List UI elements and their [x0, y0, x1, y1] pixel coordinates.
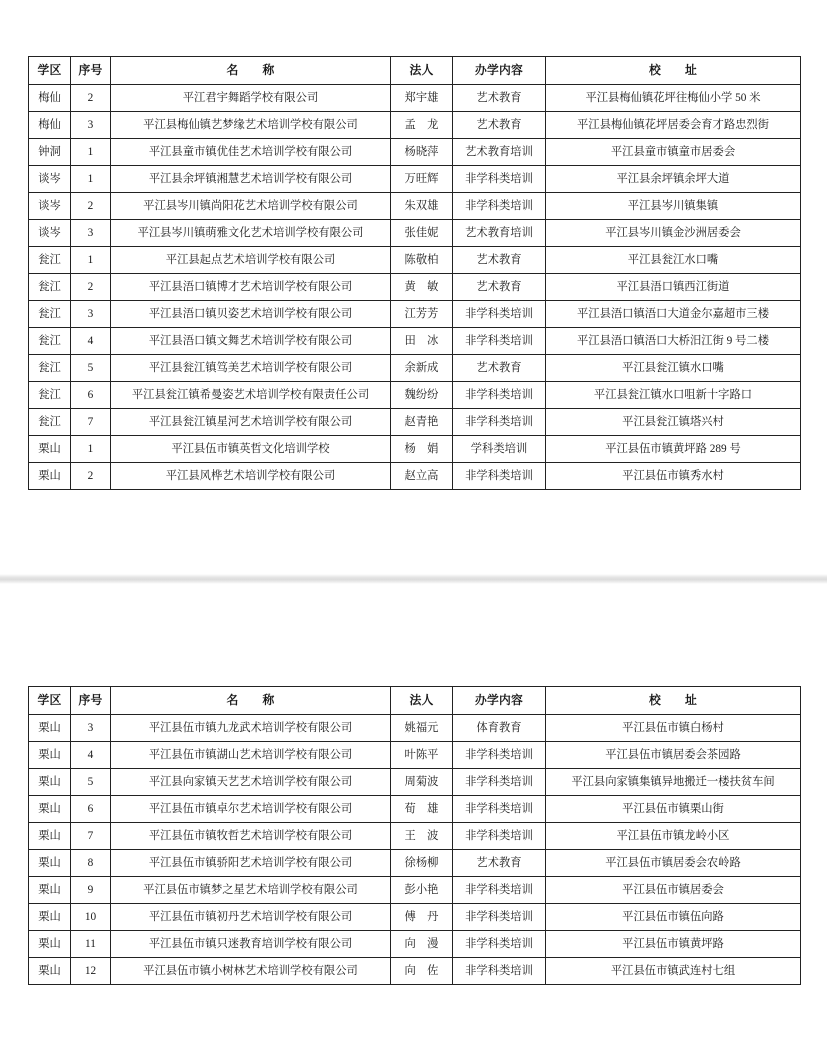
column-header-district: 学区 — [29, 687, 71, 715]
cell-address: 平江县伍市镇黄坪路 — [546, 931, 801, 958]
cell-district: 瓮江 — [29, 355, 71, 382]
cell-seq: 2 — [71, 274, 111, 301]
registration-table-2 — [28, 686, 801, 985]
cell-seq: 3 — [71, 301, 111, 328]
cell-content: 非学科类培训 — [453, 382, 546, 409]
table-row — [29, 931, 801, 958]
cell-name: 平江县伍市镇英哲文化培训学校 — [111, 436, 391, 463]
cell-district: 栗山 — [29, 796, 71, 823]
cell-legal: 江芳芳 — [391, 301, 453, 328]
cell-content: 非学科类培训 — [453, 301, 546, 328]
cell-district: 瓮江 — [29, 409, 71, 436]
cell-seq: 12 — [71, 958, 111, 985]
cell-name: 平江县岑川镇萌雅文化艺术培训学校有限公司 — [111, 220, 391, 247]
cell-content: 非学科类培训 — [453, 823, 546, 850]
cell-seq: 5 — [71, 769, 111, 796]
cell-legal: 周菊波 — [391, 769, 453, 796]
cell-address: 平江县岑川镇金沙洲居委会 — [546, 220, 801, 247]
cell-name: 平江县梅仙镇艺梦缘艺术培训学校有限公司 — [111, 112, 391, 139]
cell-address: 平江县瓮江镇水口咀新十字路口 — [546, 382, 801, 409]
table-row — [29, 382, 801, 409]
cell-name: 平江县瓮江镇笃美艺术培训学校有限公司 — [111, 355, 391, 382]
table-row — [29, 355, 801, 382]
cell-content: 非学科类培训 — [453, 904, 546, 931]
column-header-seq: 序号 — [71, 57, 111, 85]
cell-address: 平江县梅仙镇花坪往梅仙小学 50 米 — [546, 85, 801, 112]
cell-name: 平江县向家镇天艺艺术培训学校有限公司 — [111, 769, 391, 796]
column-header-address: 校 址 — [546, 687, 801, 715]
cell-district: 栗山 — [29, 436, 71, 463]
cell-name: 平江县童市镇优佳艺术培训学校有限公司 — [111, 139, 391, 166]
cell-district: 瓮江 — [29, 328, 71, 355]
cell-district: 瓮江 — [29, 382, 71, 409]
cell-legal: 郑宇雄 — [391, 85, 453, 112]
cell-name: 平江县起点艺术培训学校有限公司 — [111, 247, 391, 274]
cell-address: 平江县伍市镇居委会茶园路 — [546, 742, 801, 769]
cell-legal: 向 佐 — [391, 958, 453, 985]
cell-seq: 1 — [71, 166, 111, 193]
cell-content: 非学科类培训 — [453, 328, 546, 355]
cell-district: 梅仙 — [29, 85, 71, 112]
cell-district: 瓮江 — [29, 301, 71, 328]
table-row — [29, 301, 801, 328]
table-row — [29, 409, 801, 436]
cell-name: 平江县浯口镇博才艺术培训学校有限公司 — [111, 274, 391, 301]
cell-seq: 8 — [71, 850, 111, 877]
cell-content: 艺术教育 — [453, 355, 546, 382]
cell-address: 平江县瓮江水口嘴 — [546, 247, 801, 274]
table-row — [29, 904, 801, 931]
cell-address: 平江县余坪镇余坪大道 — [546, 166, 801, 193]
cell-district: 栗山 — [29, 904, 71, 931]
cell-content: 艺术教育 — [453, 112, 546, 139]
table-row — [29, 742, 801, 769]
cell-district: 栗山 — [29, 877, 71, 904]
table-body-1 — [29, 85, 801, 490]
cell-legal: 魏纷纷 — [391, 382, 453, 409]
cell-seq: 6 — [71, 796, 111, 823]
cell-address: 平江县伍市镇龙岭小区 — [546, 823, 801, 850]
cell-name: 平江县伍市镇牧哲艺术培训学校有限公司 — [111, 823, 391, 850]
cell-content: 非学科类培训 — [453, 742, 546, 769]
column-header-name: 名 称 — [111, 57, 391, 85]
cell-district: 栗山 — [29, 463, 71, 490]
cell-address: 平江县伍市镇黄坪路 289 号 — [546, 436, 801, 463]
cell-name: 平江县余坪镇湘慧艺术培训学校有限公司 — [111, 166, 391, 193]
column-header-legal: 法人 — [391, 57, 453, 85]
table-row — [29, 436, 801, 463]
cell-address: 平江县伍市镇武连村七组 — [546, 958, 801, 985]
cell-name: 平江县伍市镇湖山艺术培训学校有限公司 — [111, 742, 391, 769]
cell-address: 平江县伍市镇居委会农岭路 — [546, 850, 801, 877]
column-header-name: 名 称 — [111, 687, 391, 715]
table-section-page-2 — [28, 686, 800, 985]
cell-content: 体育教育 — [453, 715, 546, 742]
table-row — [29, 958, 801, 985]
cell-legal: 张佳妮 — [391, 220, 453, 247]
cell-content: 艺术教育 — [453, 274, 546, 301]
cell-content: 非学科类培训 — [453, 769, 546, 796]
cell-legal: 余新成 — [391, 355, 453, 382]
cell-name: 平江县伍市镇小树林艺术培训学校有限公司 — [111, 958, 391, 985]
cell-name: 平江县岑川镇尚阳花艺术培训学校有限公司 — [111, 193, 391, 220]
cell-name: 平江县瓮江镇星河艺术培训学校有限公司 — [111, 409, 391, 436]
cell-seq: 10 — [71, 904, 111, 931]
table-row — [29, 328, 801, 355]
cell-legal: 向 漫 — [391, 931, 453, 958]
table-row — [29, 139, 801, 166]
table-row — [29, 877, 801, 904]
cell-seq: 2 — [71, 85, 111, 112]
cell-seq: 4 — [71, 328, 111, 355]
cell-district: 栗山 — [29, 931, 71, 958]
cell-content: 非学科类培训 — [453, 193, 546, 220]
cell-district: 谈岑 — [29, 220, 71, 247]
table-header-1 — [29, 57, 801, 85]
cell-seq: 1 — [71, 436, 111, 463]
cell-content: 艺术教育 — [453, 247, 546, 274]
cell-district: 栗山 — [29, 958, 71, 985]
cell-legal: 黄 敏 — [391, 274, 453, 301]
table-row — [29, 193, 801, 220]
column-header-content: 办学内容 — [453, 687, 546, 715]
cell-legal: 姚福元 — [391, 715, 453, 742]
cell-seq: 1 — [71, 139, 111, 166]
table-row — [29, 796, 801, 823]
cell-seq: 4 — [71, 742, 111, 769]
cell-legal: 叶陈平 — [391, 742, 453, 769]
cell-address: 平江县梅仙镇花坪居委会育才路忠烈街 — [546, 112, 801, 139]
cell-legal: 朱双雄 — [391, 193, 453, 220]
cell-name: 平江县伍市镇初丹艺术培训学校有限公司 — [111, 904, 391, 931]
column-header-content: 办学内容 — [453, 57, 546, 85]
column-header-district: 学区 — [29, 57, 71, 85]
cell-address: 平江县伍市镇伍向路 — [546, 904, 801, 931]
cell-seq: 3 — [71, 112, 111, 139]
cell-address: 平江县浯口镇浯口大道金尔嘉超市三楼 — [546, 301, 801, 328]
table-row — [29, 247, 801, 274]
cell-content: 学科类培训 — [453, 436, 546, 463]
cell-district: 栗山 — [29, 715, 71, 742]
cell-content: 非学科类培训 — [453, 877, 546, 904]
cell-address: 平江县伍市镇白杨村 — [546, 715, 801, 742]
table-header-row — [29, 57, 801, 85]
cell-content: 非学科类培训 — [453, 166, 546, 193]
cell-district: 钟洞 — [29, 139, 71, 166]
cell-content: 非学科类培训 — [453, 958, 546, 985]
table-row — [29, 220, 801, 247]
cell-legal: 王 波 — [391, 823, 453, 850]
cell-address: 平江县浯口镇西江街道 — [546, 274, 801, 301]
table-row — [29, 274, 801, 301]
table-row — [29, 463, 801, 490]
registration-table-1 — [28, 56, 801, 490]
cell-address: 平江县瓮江镇水口嘴 — [546, 355, 801, 382]
cell-content: 艺术教育 — [453, 850, 546, 877]
cell-legal: 赵青艳 — [391, 409, 453, 436]
cell-name: 平江县伍市镇只迷教育培训学校有限公司 — [111, 931, 391, 958]
cell-legal: 赵立高 — [391, 463, 453, 490]
table-row — [29, 85, 801, 112]
cell-content: 艺术教育培训 — [453, 220, 546, 247]
cell-content: 非学科类培训 — [453, 463, 546, 490]
cell-content: 非学科类培训 — [453, 409, 546, 436]
cell-district: 谈岑 — [29, 193, 71, 220]
cell-legal: 彭小艳 — [391, 877, 453, 904]
cell-name: 平江县伍市镇卓尔艺术培训学校有限公司 — [111, 796, 391, 823]
cell-address: 平江县瓮江镇塔兴村 — [546, 409, 801, 436]
cell-legal: 万旺辉 — [391, 166, 453, 193]
cell-district: 谈岑 — [29, 166, 71, 193]
table-header-row — [29, 687, 801, 715]
cell-address: 平江县伍市镇居委会 — [546, 877, 801, 904]
cell-name: 平江县风桦艺术培训学校有限公司 — [111, 463, 391, 490]
cell-address: 平江县岑川镇集镇 — [546, 193, 801, 220]
cell-seq: 2 — [71, 193, 111, 220]
cell-seq: 9 — [71, 877, 111, 904]
cell-seq: 7 — [71, 823, 111, 850]
cell-address: 平江县伍市镇秀水村 — [546, 463, 801, 490]
cell-seq: 7 — [71, 409, 111, 436]
cell-seq: 3 — [71, 715, 111, 742]
cell-name: 平江县伍市镇梦之星艺术培训学校有限公司 — [111, 877, 391, 904]
cell-district: 梅仙 — [29, 112, 71, 139]
cell-address: 平江县浯口镇浯口大桥汨江街 9 号二楼 — [546, 328, 801, 355]
cell-district: 栗山 — [29, 769, 71, 796]
cell-district: 栗山 — [29, 742, 71, 769]
cell-name: 平江县浯口镇贝姿艺术培训学校有限公司 — [111, 301, 391, 328]
cell-name: 平江县伍市镇骄阳艺术培训学校有限公司 — [111, 850, 391, 877]
table-row — [29, 850, 801, 877]
cell-legal: 杨 娟 — [391, 436, 453, 463]
cell-name: 平江君宇舞蹈学校有限公司 — [111, 85, 391, 112]
table-row — [29, 769, 801, 796]
table-row — [29, 715, 801, 742]
cell-seq: 6 — [71, 382, 111, 409]
cell-seq: 1 — [71, 247, 111, 274]
cell-content: 非学科类培训 — [453, 796, 546, 823]
cell-address: 平江县向家镇集镇异地搬迁一楼扶贫车间 — [546, 769, 801, 796]
cell-seq: 3 — [71, 220, 111, 247]
cell-name: 平江县瓮江镇希曼姿艺术培训学校有限责任公司 — [111, 382, 391, 409]
cell-name: 平江县浯口镇文舞艺术培训学校有限公司 — [111, 328, 391, 355]
cell-legal: 徐杨柳 — [391, 850, 453, 877]
column-header-seq: 序号 — [71, 687, 111, 715]
cell-district: 栗山 — [29, 850, 71, 877]
cell-address: 平江县伍市镇栗山街 — [546, 796, 801, 823]
column-header-legal: 法人 — [391, 687, 453, 715]
column-header-address: 校 址 — [546, 57, 801, 85]
cell-content: 艺术教育培训 — [453, 139, 546, 166]
cell-legal: 田 冰 — [391, 328, 453, 355]
cell-content: 艺术教育 — [453, 85, 546, 112]
cell-seq: 5 — [71, 355, 111, 382]
cell-address: 平江县童市镇童市居委会 — [546, 139, 801, 166]
table-section-page-1 — [28, 56, 800, 490]
cell-seq: 11 — [71, 931, 111, 958]
table-body-2 — [29, 715, 801, 985]
table-row — [29, 112, 801, 139]
cell-content: 非学科类培训 — [453, 931, 546, 958]
cell-district: 瓮江 — [29, 274, 71, 301]
table-row — [29, 166, 801, 193]
cell-legal: 陈敬柏 — [391, 247, 453, 274]
table-row — [29, 823, 801, 850]
page-separator — [0, 574, 827, 584]
table-header-2 — [29, 687, 801, 715]
cell-legal: 傅 丹 — [391, 904, 453, 931]
cell-seq: 2 — [71, 463, 111, 490]
cell-district: 栗山 — [29, 823, 71, 850]
cell-legal: 孟 龙 — [391, 112, 453, 139]
cell-name: 平江县伍市镇九龙武术培训学校有限公司 — [111, 715, 391, 742]
cell-legal: 杨晓萍 — [391, 139, 453, 166]
cell-legal: 荀 雄 — [391, 796, 453, 823]
cell-district: 瓮江 — [29, 247, 71, 274]
